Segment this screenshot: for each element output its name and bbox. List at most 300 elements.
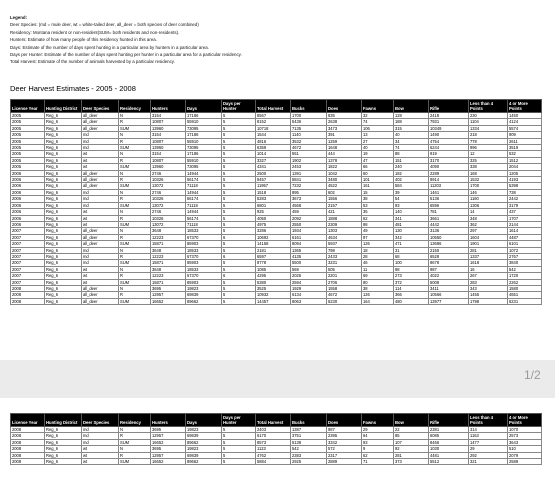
table-row [11, 459, 542, 465]
column-header: Total Harvest [256, 414, 291, 427]
table-cell: 2594 [291, 279, 327, 285]
table-cell: 93 [362, 439, 394, 445]
table-cell: 2201 [327, 273, 362, 279]
table-cell: 188 [394, 119, 429, 125]
table-cell: Reg_6 [45, 221, 82, 227]
table-cell: 2150 [429, 247, 469, 253]
table-cell: 2395 [327, 433, 362, 439]
table-cell: 18533 [186, 228, 222, 234]
table-cell: 4135 [291, 253, 327, 259]
table-cell: 13960 [151, 125, 186, 131]
table-cell: 1030 [429, 446, 469, 452]
table-cell: 1518 [256, 189, 291, 195]
table-cell: R [119, 138, 151, 144]
table-cell: 71118 [186, 202, 222, 208]
table-cell: 12223 [151, 253, 186, 259]
pdf-page-2 [0, 398, 555, 500]
table-cell: 5 [222, 247, 256, 253]
table-cell: 5512 [429, 459, 469, 465]
table-cell: 273 [394, 273, 429, 279]
table-cell: 15 [362, 189, 394, 195]
table-cell: R [119, 273, 151, 279]
table-cell: 4672 [291, 145, 327, 151]
table-cell: Reg_6 [45, 132, 82, 138]
table-cell: 10566 [429, 292, 469, 298]
table-cell: 240 [394, 164, 429, 170]
table-cell: SUM [119, 260, 151, 266]
harvest-table-page-1 [10, 99, 542, 305]
column-header: Bucks [291, 414, 327, 427]
table-cell: 3411 [429, 285, 469, 291]
table-cell: 1700 [469, 183, 508, 189]
table-cell: 3327 [256, 157, 291, 163]
table-cell: 31 [394, 247, 429, 253]
table-cell: 6170 [256, 433, 291, 439]
column-header: Days [186, 100, 222, 113]
table-cell: md [82, 433, 119, 439]
table-cell: 7232 [291, 183, 327, 189]
table-cell: N [119, 427, 151, 433]
table-cell: 2008 [11, 452, 45, 458]
table-cell: 5500 [291, 260, 327, 266]
table-cell: 9457 [256, 177, 291, 183]
table-cell: 74 [362, 119, 394, 125]
table-cell: 5 [222, 215, 256, 221]
table-cell: 18 [362, 247, 394, 253]
table-cell: Reg_6 [45, 247, 82, 253]
table-cell: 8573 [256, 439, 291, 445]
table-cell: 5 [222, 125, 256, 131]
table-cell: 2005 [11, 157, 45, 163]
column-header: 4 or More Points [508, 100, 542, 113]
table-cell: all_deer [82, 119, 119, 125]
table-cell: 4341 [256, 164, 291, 170]
table-cell: 93 [394, 202, 429, 208]
table-cell: all_deer [82, 234, 119, 240]
table-cell: 4124 [508, 119, 542, 125]
table-cell: 3673 [291, 196, 327, 202]
table-cell: 13 [362, 132, 394, 138]
table-cell: 19823 [186, 285, 222, 291]
table-cell: Reg_6 [45, 202, 82, 208]
table-cell: 925 [256, 209, 291, 215]
table-cell: 89662 [186, 459, 222, 465]
table-cell: 85903 [186, 260, 222, 266]
table-cell: 10932 [256, 292, 291, 298]
table-cell: 5 [222, 177, 256, 183]
table-cell: wt [82, 273, 119, 279]
legend [10, 14, 242, 66]
table-cell: 5 [222, 151, 256, 157]
table-cell: 835 [327, 113, 362, 119]
table-cell: 1604 [469, 234, 508, 240]
table-cell: 6244 [429, 145, 469, 151]
table-cell: 3170 [429, 157, 469, 163]
table-cell: 130 [394, 228, 429, 234]
table-cell: 1512 [508, 157, 542, 163]
table-cell: 2008 [11, 285, 45, 291]
table-cell: 60 [362, 170, 394, 176]
table-cell: 168 [469, 170, 508, 176]
table-cell: 292 [469, 452, 508, 458]
table-cell: 3648 [151, 247, 186, 253]
table-cell: 1707 [508, 215, 542, 221]
table-cell: 6134 [291, 292, 327, 298]
table-cell: 6801 [256, 202, 291, 208]
table-cell: 19823 [186, 446, 222, 452]
table-cell: 602 [327, 189, 362, 195]
table-cell: 10326 [151, 215, 186, 221]
table-cell: 4295 [256, 273, 291, 279]
column-header: 4 or More Points [508, 414, 542, 427]
table-cell: R [119, 253, 151, 259]
table-cell: 2007 [11, 247, 45, 253]
table-cell: 69 [362, 273, 394, 279]
table-cell: R [119, 215, 151, 221]
table-cell: 126 [362, 292, 394, 298]
table-cell: N [119, 285, 151, 291]
table-cell: 13977 [429, 298, 469, 304]
page-indicator: 1/2 [524, 368, 541, 382]
table-cell: all_deer [82, 177, 119, 183]
table-cell: 12957 [151, 452, 186, 458]
table-cell: 8778 [256, 260, 291, 266]
table-cell: 542 [508, 266, 542, 272]
table-cell: 505 [327, 266, 362, 272]
table-cell: SUM [119, 183, 151, 189]
table-cell: 11957 [256, 183, 291, 189]
table-cell: 92 [394, 446, 429, 452]
table-cell: 1104 [469, 119, 508, 125]
table-cell: 391 [327, 132, 362, 138]
table-cell: 14457 [256, 298, 291, 304]
table-cell: all_deer [82, 292, 119, 298]
table-cell: 3648 [151, 266, 186, 272]
table-cell: md [82, 145, 119, 151]
table-cell: 128 [394, 113, 429, 119]
table-cell: 74 [394, 145, 429, 151]
table-cell: 2007 [11, 241, 45, 247]
table-cell: SUM [119, 145, 151, 151]
column-header: Deer Species [82, 100, 119, 113]
table-cell: 1461 [429, 189, 469, 195]
table-cell: 98 [394, 266, 429, 272]
table-cell: 2025 [291, 273, 327, 279]
table-cell: wt [82, 151, 119, 157]
table-cell: 2611 [508, 138, 542, 144]
table-cell: Reg_6 [45, 279, 82, 285]
table-cell: wt [82, 279, 119, 285]
table-cell: 5 [222, 439, 256, 445]
column-header: Days per Hunter [222, 100, 256, 113]
legend-line: Hunters: Estimate of how many people of this residency hunted in this area. [10, 37, 157, 43]
table-cell: 2007 [11, 253, 45, 259]
table-cell: 1337 [469, 253, 508, 259]
table-cell: 5 [222, 266, 256, 272]
table-cell: Reg_6 [45, 119, 82, 125]
table-cell: 29 [469, 446, 508, 452]
table-cell: 5436 [291, 119, 327, 125]
table-cell: 1556 [327, 196, 362, 202]
table-cell: 2007 [11, 273, 45, 279]
table-cell: 2005 [11, 125, 45, 131]
table-cell: 17186 [186, 151, 222, 157]
table-cell: 10349 [429, 125, 469, 131]
column-header: Does [327, 414, 362, 427]
table-cell: wt [82, 459, 119, 465]
table-cell: 2433 [327, 253, 362, 259]
table-cell: R [119, 292, 151, 298]
table-cell: Reg_6 [45, 439, 82, 445]
table-cell: 146 [469, 189, 508, 195]
column-header: Deer Species [82, 414, 119, 427]
table-cell: Reg_6 [45, 125, 82, 131]
table-cell: 2317 [327, 452, 362, 458]
table-cell: 281 [394, 452, 429, 458]
table-cell: 1259 [327, 138, 362, 144]
table-cell: 2767 [508, 253, 542, 259]
table-cell: md [82, 202, 119, 208]
table-cell: Reg_6 [45, 253, 82, 259]
table-cell: 12957 [151, 292, 186, 298]
table-cell: SUM [119, 241, 151, 247]
table-cell: 314 [469, 427, 508, 433]
table-cell: 5380 [256, 279, 291, 285]
table-cell: 8094 [291, 241, 327, 247]
table-cell: 6359 [256, 145, 291, 151]
table-cell: N [119, 113, 151, 119]
table-cell: 73095 [186, 164, 222, 170]
table-cell: 64 [362, 433, 394, 439]
table-cell: 738 [508, 189, 542, 195]
table-cell: 2006 [11, 215, 45, 221]
table-cell: 325 [469, 157, 508, 163]
table-header-row [11, 100, 542, 113]
table-cell: 2005 [11, 151, 45, 157]
table-cell: 56174 [186, 215, 222, 221]
table-cell: 6597 [256, 253, 291, 259]
table-cell: 68 [394, 253, 429, 259]
table-cell: 1334 [469, 125, 508, 131]
table-cell: 2746 [151, 209, 186, 215]
table-cell: 5 [222, 459, 256, 465]
table-cell: 5 [222, 279, 256, 285]
table-cell: 10807 [151, 119, 186, 125]
table-cell: 97 [362, 234, 394, 240]
table-cell: 230 [469, 113, 508, 119]
table-cell: SUM [119, 459, 151, 465]
table-cell: 85 [394, 433, 429, 439]
table-cell: 5 [222, 285, 256, 291]
table-cell: 17186 [186, 113, 222, 119]
table-cell: 140 [394, 209, 429, 215]
table-cell: 281 [469, 247, 508, 253]
table-cell: 3661 [429, 215, 469, 221]
table-cell: 4022 [429, 273, 469, 279]
table-cell: 6 [222, 273, 256, 279]
column-header: Days per Hunter [222, 414, 256, 427]
table-cell: 1902 [291, 157, 327, 163]
table-cell: md [82, 132, 119, 138]
table-cell: 5841 [291, 177, 327, 183]
table-cell: 437 [508, 209, 542, 215]
table-cell: wt [82, 446, 119, 452]
table-cell: wt [82, 215, 119, 221]
table-cell: 1070 [508, 427, 542, 433]
table-cell: 315 [394, 125, 429, 131]
table-cell: 22 [394, 427, 429, 433]
column-header: Less than 4 Points [469, 100, 508, 113]
table-cell: 89662 [186, 298, 222, 304]
table-cell: 182 [394, 170, 429, 176]
table-cell: Reg_6 [45, 189, 82, 195]
table-cell: 69839 [186, 452, 222, 458]
column-header: Residency [119, 100, 151, 113]
table-cell: 532 [508, 151, 542, 157]
table-cell: 1544 [256, 132, 291, 138]
table-cell: 16652 [151, 298, 186, 304]
legend-line: Deer Species: (md = mule deer, wt = white-tailed deer, all_deer = both species of deer combined) [10, 22, 199, 28]
table-cell: 5 [222, 196, 256, 202]
table-cell: 4975 [256, 221, 291, 227]
table-cell: 56174 [186, 177, 222, 183]
table-cell: all_deer [82, 170, 119, 176]
table-cell: 781 [429, 209, 469, 215]
table-cell: wt [82, 209, 119, 215]
table-cell: 2044 [508, 164, 542, 170]
table-cell: 8567 [256, 113, 291, 119]
column-header: Rifle [429, 100, 469, 113]
table-cell: 88 [394, 151, 429, 157]
table-cell: 5 [222, 164, 256, 170]
table-cell: 1618 [469, 260, 508, 266]
table-cell: md [82, 427, 119, 433]
column-header: Bow [394, 414, 429, 427]
table-cell: 19 [362, 151, 394, 157]
table-cell: 1160 [469, 196, 508, 202]
table-cell: 2403 [256, 427, 291, 433]
table-cell: 2453 [291, 164, 327, 170]
column-header: Hunters [151, 100, 186, 113]
table-cell: 444 [327, 151, 362, 157]
column-header: Days [186, 414, 222, 427]
table-row [11, 298, 542, 304]
table-cell: Reg_6 [45, 113, 82, 119]
table-cell: 5 [222, 452, 256, 458]
table-cell: 297 [469, 228, 508, 234]
table-cell: R [119, 452, 151, 458]
table-cell: 15871 [151, 260, 186, 266]
table-cell: 4090 [429, 164, 469, 170]
table-cell: 1700 [291, 113, 327, 119]
table-cell: Reg_6 [45, 138, 82, 144]
table-cell: 987 [327, 427, 362, 433]
table-cell: 5 [222, 298, 256, 304]
table-cell: wt [82, 266, 119, 272]
table-cell: 2157 [327, 202, 362, 208]
table-cell: 10807 [151, 138, 186, 144]
table-cell: 5 [222, 145, 256, 151]
table-cell: 2008 [11, 459, 45, 465]
table-cell: 6528 [429, 253, 469, 259]
table-cell: 3751 [291, 433, 327, 439]
table-cell: 4050 [256, 215, 291, 221]
table-cell: 510 [508, 446, 542, 452]
table-cell: 2005 [11, 138, 45, 144]
table-cell: 13072 [151, 202, 186, 208]
table-cell: 584 [394, 183, 429, 189]
table-cell: 67370 [186, 253, 222, 259]
table-cell: 987 [429, 266, 469, 272]
legend-title: Legend: [10, 15, 28, 20]
column-header: Bucks [291, 100, 327, 113]
column-header: Less than 4 Points [469, 414, 508, 427]
table-cell: 1614 [508, 228, 542, 234]
table-cell: 7135 [291, 125, 327, 131]
table-cell: 4481 [429, 452, 469, 458]
table-cell: 4816 [256, 138, 291, 144]
table-cell: 3648 [151, 228, 186, 234]
table-cell: 2550 [291, 221, 327, 227]
table-cell: 2008 [11, 292, 45, 298]
table-cell: 3695 [151, 285, 186, 291]
table-cell: 16652 [151, 459, 186, 465]
table-cell: 28 [362, 253, 394, 259]
table-cell: 49 [362, 228, 394, 234]
table-cell: 471 [394, 241, 429, 247]
column-header: Hunting District [45, 414, 82, 427]
column-header: Fawns [362, 100, 394, 113]
table-cell: 4193 [508, 177, 542, 183]
table-cell: 4762 [256, 452, 291, 458]
table-cell: 1365 [291, 247, 327, 253]
table-cell: 5 [222, 189, 256, 195]
table-cell: 1798 [469, 298, 508, 304]
table-cell: 5937 [327, 241, 362, 247]
table-cell: N [119, 247, 151, 253]
table-cell: 267 [469, 273, 508, 279]
column-header: Hunting District [45, 100, 82, 113]
table-cell: 3179 [508, 202, 542, 208]
table-cell: R [119, 119, 151, 125]
table-cell: 38 [362, 285, 394, 291]
table-cell: Reg_6 [45, 234, 82, 240]
table-cell: 2005 [11, 164, 45, 170]
table-cell: 67370 [186, 273, 222, 279]
table-cell: 73095 [186, 145, 222, 151]
table-cell: 106 [362, 125, 394, 131]
table-cell: 1123 [256, 446, 291, 452]
table-cell: 14158 [256, 241, 291, 247]
table-cell: 895 [291, 189, 327, 195]
table-cell: 40 [362, 145, 394, 151]
table-cell: 1490 [429, 132, 469, 138]
table-cell: 85903 [186, 279, 222, 285]
table-cell: 39 [394, 189, 429, 195]
table-cell: 85903 [186, 241, 222, 247]
table-cell: 5 [222, 119, 256, 125]
table-cell: 12 [469, 151, 508, 157]
table-cell: 6596 [429, 202, 469, 208]
table-cell: 4651 [508, 292, 542, 298]
table-cell: 459 [291, 209, 327, 215]
table-cell: 542 [291, 446, 327, 452]
table-cell: 98 [362, 221, 394, 227]
table-cell: 6085 [429, 433, 469, 439]
table-cell: N [119, 151, 151, 157]
table-cell: 1558 [327, 285, 362, 291]
table-cell: 2638 [327, 119, 362, 125]
